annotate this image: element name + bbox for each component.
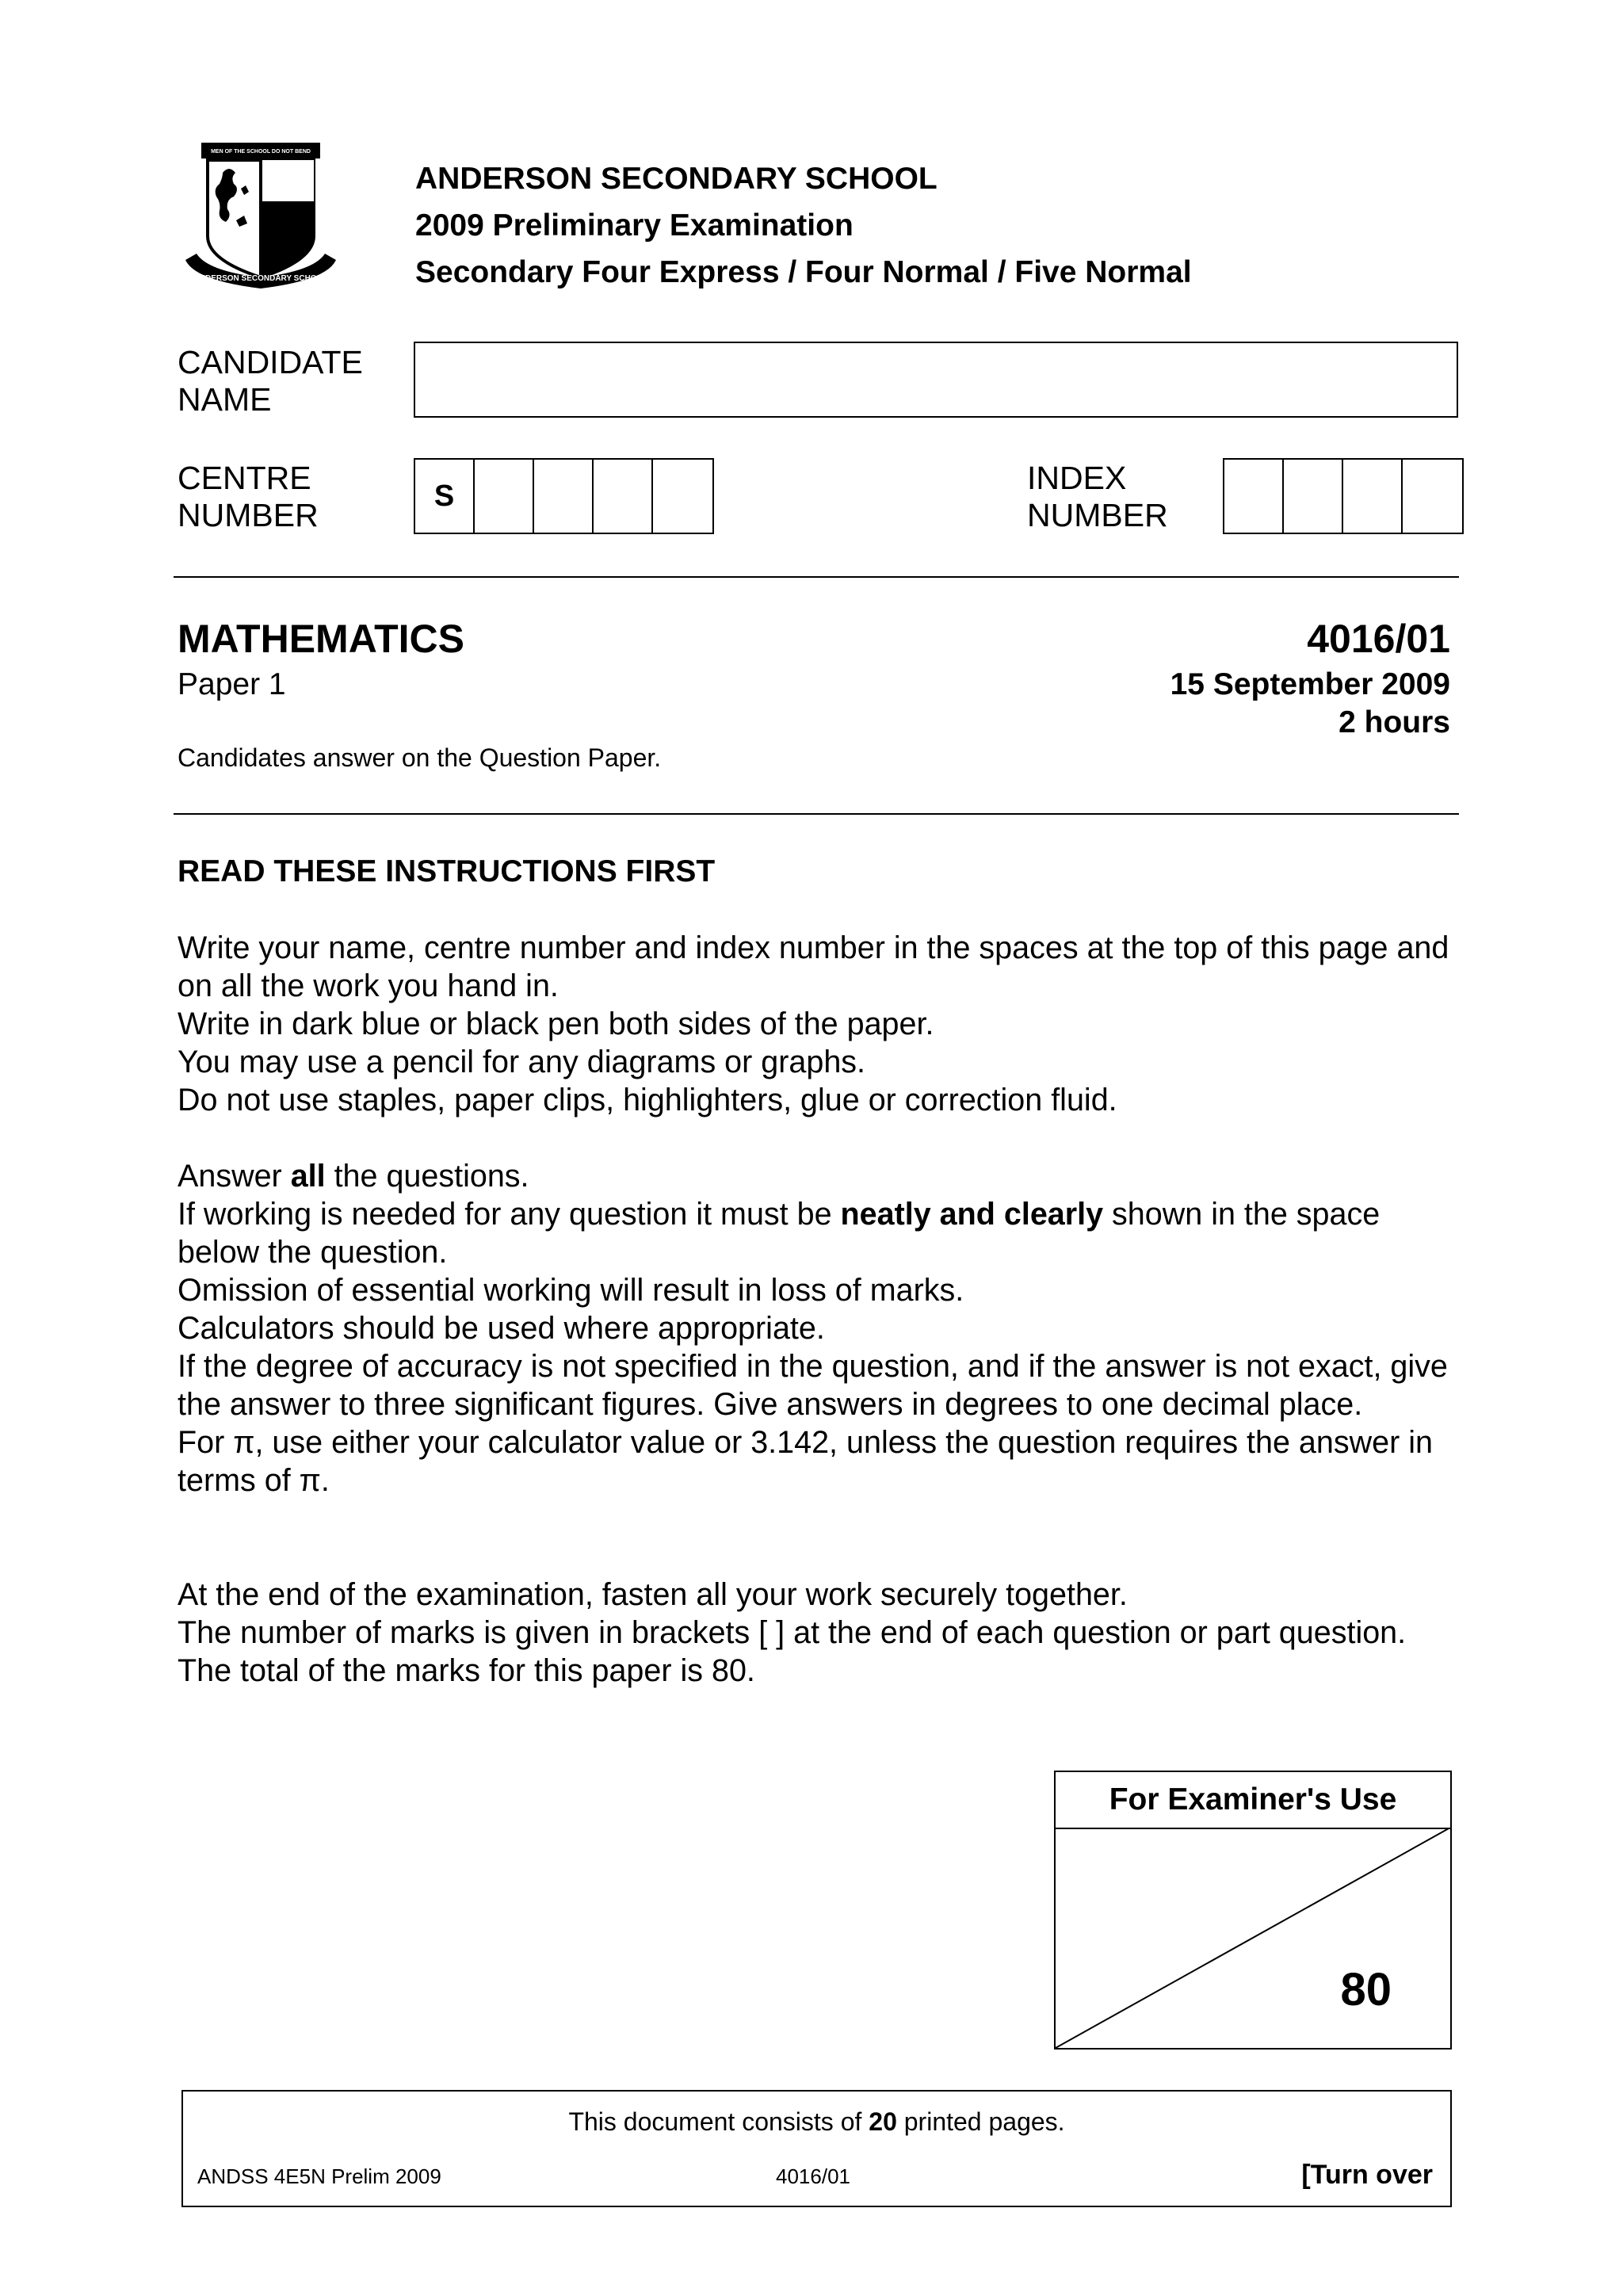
instructions-group-2: [178, 1157, 1469, 1499]
instructions-group-1: [178, 929, 1469, 1119]
centre-number-digit[interactable]: [475, 460, 534, 533]
exam-levels: Secondary Four Express / Four Normal / Five Normal: [415, 255, 1192, 289]
crest-icon: [179, 141, 338, 292]
index-number-digit[interactable]: [1403, 460, 1462, 533]
instruction-line: Omission of essential working will result in loss of marks.: [178, 1273, 964, 1308]
centre-number-digit[interactable]: [534, 460, 594, 533]
page-count-text: printed pages.: [896, 2107, 1065, 2136]
paper-code: 4016/01: [1307, 617, 1450, 661]
instruction-line: Calculators should be used where appropriate.: [178, 1311, 825, 1346]
instruction-text: If working is needed for any question it must be: [178, 1197, 841, 1232]
instruction-line: For π, use either your calculator value or 3.142, unless the question requires the answer in terms of π.: [178, 1425, 1433, 1498]
crest-motto: MEN OF THE SCHOOL DO NOT BEND: [211, 149, 311, 155]
index-number-label-line1: INDEX: [1027, 460, 1127, 496]
centre-number-label-line1: CENTRE: [178, 460, 311, 496]
instruction-emphasis: neatly and clearly: [840, 1197, 1104, 1232]
index-number-label-line2: NUMBER: [1027, 497, 1168, 533]
centre-number-label-line2: NUMBER: [178, 497, 319, 533]
centre-number-label: [178, 460, 319, 534]
answer-note: Candidates answer on the Question Paper.: [178, 743, 662, 772]
instruction-line: [178, 1195, 1469, 1271]
candidate-name-label: [178, 344, 363, 418]
instruction-line: Write in dark blue or black pen both sides of the paper.: [178, 1007, 934, 1041]
index-number-label: [1027, 460, 1168, 534]
crest-banner-text: ANDERSON SECONDARY SCHOOL: [193, 274, 328, 283]
exam-title: 2009 Preliminary Examination: [415, 208, 854, 243]
candidate-name-label-line1: CANDIDATE: [178, 344, 363, 380]
index-number-digit[interactable]: [1284, 460, 1343, 533]
centre-number-digit[interactable]: [653, 460, 712, 533]
examiner-use-title: For Examiner's Use: [1056, 1772, 1450, 1829]
centre-number-digit[interactable]: [594, 460, 653, 533]
footer: [181, 2090, 1452, 2207]
index-number-input[interactable]: [1223, 458, 1464, 534]
instructions-heading: READ THESE INSTRUCTIONS FIRST: [178, 854, 716, 888]
page-count-note: [183, 2107, 1450, 2137]
divider: [174, 813, 1459, 815]
instruction-line: [178, 1157, 1469, 1195]
centre-number-input[interactable]: [414, 458, 714, 534]
subject-title: MATHEMATICS: [178, 617, 464, 661]
school-name: ANDERSON SECONDARY SCHOOL: [415, 162, 938, 196]
instruction-line: Do not use staples, paper clips, highlighters, glue or correction fluid.: [178, 1083, 1117, 1117]
instruction-line: You may use a pencil for any diagrams or graphs.: [178, 1045, 866, 1079]
exam-date: 15 September 2009: [1170, 667, 1450, 701]
page-count-number: 20: [869, 2107, 897, 2136]
instruction-line: The number of marks is given in brackets [ ] at the end of each question or part question.: [178, 1615, 1407, 1650]
index-number-digit[interactable]: [1224, 460, 1284, 533]
instruction-line: If the degree of accuracy is not specified in the question, and if the answer is not exact, give the answer to three significant figures. Give answers in degrees to one decimal place.: [178, 1349, 1448, 1422]
instruction-text: shown in the space below the question.: [178, 1197, 1381, 1270]
instruction-emphasis: all: [290, 1159, 326, 1194]
candidate-name-label-line2: NAME: [178, 381, 272, 418]
footer-reference: ANDSS 4E5N Prelim 2009: [197, 2164, 441, 2188]
instruction-line: Write your name, centre number and index number in the spaces at the top of this page and on all the work you hand in.: [178, 930, 1449, 1003]
centre-number-prefix: S: [415, 460, 475, 533]
total-marks: 80: [1340, 1964, 1392, 2015]
footer-code: 4016/01: [776, 2164, 850, 2188]
turn-over-label: [Turn over: [1301, 2160, 1433, 2190]
index-number-digit[interactable]: [1343, 460, 1403, 533]
school-crest: [179, 141, 338, 292]
paper-number: Paper 1: [178, 667, 286, 701]
page-count-text: This document consists of: [568, 2107, 869, 2136]
instruction-line: The total of the marks for this paper is 80.: [178, 1653, 755, 1688]
instruction-text: Answer: [178, 1159, 291, 1194]
school-header: [415, 155, 1192, 296]
instructions-group-3: [178, 1576, 1469, 1690]
instruction-line: At the end of the examination, fasten all your work securely together.: [178, 1577, 1128, 1612]
examiner-use-box: [1054, 1771, 1452, 2050]
instruction-text: the questions.: [325, 1159, 529, 1194]
exam-duration: 2 hours: [1338, 705, 1450, 739]
divider: [174, 576, 1459, 578]
candidate-name-input[interactable]: [414, 342, 1458, 418]
